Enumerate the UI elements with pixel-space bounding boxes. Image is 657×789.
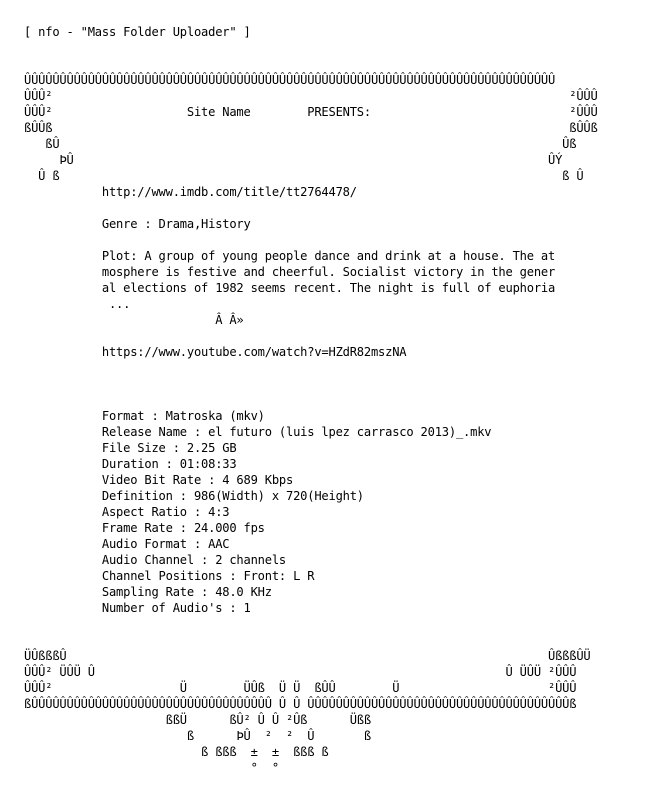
nfo-line: [ nfo - "Mass Folder Uploader" ] [24, 25, 251, 39]
nfo-line [24, 632, 598, 648]
nfo-line: File Size : 2.25 GB [24, 441, 237, 455]
nfo-line: ... [24, 297, 131, 311]
nfo-line: Release Name : el futuro (luis lpez carrasco 2013)_.mkv [24, 425, 492, 439]
nfo-line: Channel Positions : Front: L R [24, 569, 315, 583]
nfo-line: ßÛÛß ßÛÛß [24, 121, 598, 135]
nfo-line: ß ßßß ± ± ßßß ß [24, 745, 329, 759]
nfo-line: Frame Rate : 24.000 fps [24, 521, 265, 535]
nfo-line: Number of Audio's : 1 [24, 601, 251, 615]
nfo-line: Aspect Ratio : 4:3 [24, 505, 230, 519]
nfo-line: Genre : Drama,History [24, 217, 251, 231]
nfo-line: http://www.imdb.com/title/tt2764478/ [24, 185, 357, 199]
nfo-line: ÜÛßßßÛ ÛßßßÛÜ [24, 649, 591, 663]
nfo-line: Sampling Rate : 48.0 KHz [24, 585, 272, 599]
nfo-line: Audio Format : AAC [24, 537, 230, 551]
nfo-line: ÛÛÛ² Site Name PRESENTS: ²ÛÛÛ [24, 105, 598, 119]
nfo-line: ßÛÛÛÛÛÛÛÛÛÛÛÛÛÛÛÛÛÛÛÛÛÛÛÛÛÛÛÛÛÛÛÛÛÛ Û Û ÛÛÛÛÛÛÛÛÛÛÛÛÛÛÛÛÛÛÛÛÛÛÛÛÛÛÛÛÛÛÛÛÛÛÛÛÛß [24, 697, 577, 711]
nfo-line [24, 232, 598, 248]
nfo-line: ÛÛÛ² Ü ÜÛß Ü Ü ßÛÛ Ü ²ÛÛÛ [24, 681, 577, 695]
nfo-line [24, 40, 598, 56]
nfo-line: ßÛ Ûß [24, 137, 577, 151]
nfo-text [24, 24, 598, 776]
nfo-line [24, 360, 598, 376]
nfo-line: Û ß ß Û [24, 169, 584, 183]
nfo-line: Duration : 01:08:33 [24, 457, 237, 471]
nfo-line [24, 200, 598, 216]
nfo-line: Plot: A group of young people dance and drink at a house. The at [24, 249, 556, 263]
nfo-line: ÛÛÛÛÛÛÛÛÛÛÛÛÛÛÛÛÛÛÛÛÛÛÛÛÛÛÛÛÛÛÛÛÛÛÛÛÛÛÛÛÛÛÛÛÛÛÛÛÛÛÛÛÛÛÛÛÛÛÛÛÛÛÛÛÛÛÛÛÛÛÛÛÛÛÛ [24, 73, 556, 87]
nfo-line: ÞÛ ÛÝ [24, 153, 563, 167]
nfo-line: Â Â» [24, 313, 244, 327]
nfo-line: ßßÜ ßÛ² Û Û ²Ûß Üßß [24, 713, 371, 727]
nfo-line: mosphere is festive and cheerful. Socialist victory in the gener [24, 265, 556, 279]
nfo-line [24, 328, 598, 344]
nfo-line: ÛÛÛ² ²ÛÛÛ [24, 89, 598, 103]
nfo-line: Format : Matroska (mkv) [24, 409, 265, 423]
nfo-line: Video Bit Rate : 4 689 Kbps [24, 473, 294, 487]
nfo-line [24, 56, 598, 72]
nfo-line: Audio Channel : 2 channels [24, 553, 286, 567]
nfo-line: ß ÞÛ ² ² Û ß [24, 729, 371, 743]
nfo-line [24, 616, 598, 632]
nfo-line [24, 392, 598, 408]
nfo-line: Definition : 986(Width) x 720(Height) [24, 489, 364, 503]
nfo-line: ° ° [24, 761, 279, 775]
nfo-line: https://www.youtube.com/watch?v=HZdR82mszNA [24, 345, 407, 359]
nfo-line: al elections of 1982 seems recent. The night is full of euphoria [24, 281, 556, 295]
nfo-line: ÛÛÛ² ÜÛÜ Û Û ÜÛÜ ²ÛÛÛ [24, 665, 577, 679]
nfo-line [24, 376, 598, 392]
